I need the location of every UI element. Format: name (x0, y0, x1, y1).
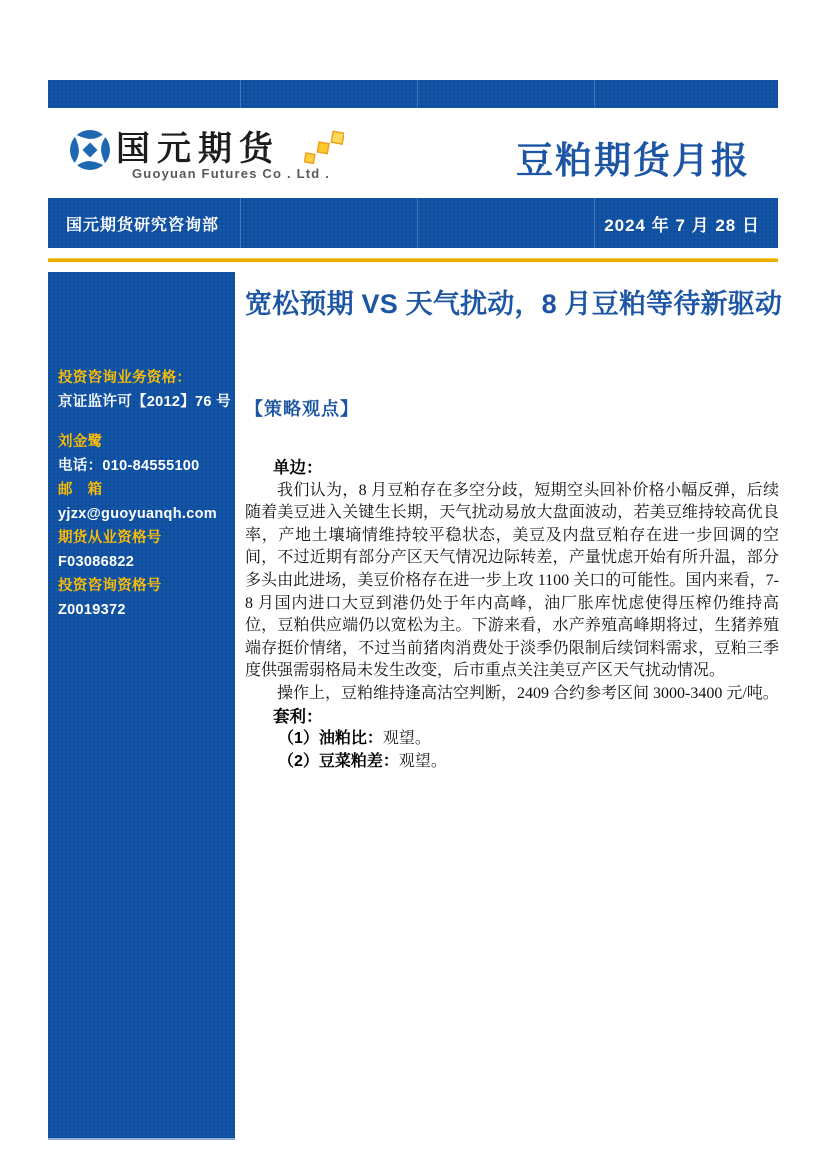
strategy-paragraph-1: 我们认为，8 月豆粕存在多空分歧，短期空头回补价格小幅反弹，后续随着美豆进入关键生长期，天气扰动易放大盘面波动，若美豆维持较高优良率，产地土壤墒情维持较平稳状态，美豆及内盘豆粕存在进一步回调的空间，不过近期有部分产区天气情况边际转差，产量忧虑开始有所升温，部分多头由此进场，美豆价格存在进一步上攻 1100 关口的可能性。国内来看，7-8 月国内进口大豆到港仍处于年内高峰，油厂胀库忧虑使得压榨仍维持高位，豆粕供应端仍以宽松为主。下游来看，水产养殖高峰期将过，生猪养殖端存挺价情绪，不过当前猪肉消费处于淡季仍限制后续饲料需求，豆粕三季度供强需弱格局未发生改变，后市重点关注美豆产区天气扰动情况。 (245, 481, 779, 680)
report-type-title: 豆粕期货月报 (516, 140, 750, 181)
unilateral-label: 单边： (273, 459, 323, 477)
report-body (245, 272, 783, 773)
arbitrage-item-label: （2）豆菜粕差： (278, 752, 399, 770)
arbitrage-item-value: 观望。 (382, 730, 431, 748)
bar-divider (417, 198, 418, 248)
consulting-license-heading: 投资咨询资格号 (58, 578, 162, 594)
analyst-email: yjzx@guoyuanqh.com (58, 506, 217, 522)
futures-license-heading: 期货从业资格号 (58, 530, 162, 546)
email-heading: 邮 箱 (58, 482, 103, 498)
gold-diamonds-icon (304, 128, 344, 170)
futures-license-number: F03086822 (58, 554, 135, 570)
arbitrage-item-soy-rape-spread (245, 751, 779, 774)
bar-divider (240, 198, 241, 248)
strategy-paragraph-2: 操作上，豆粕维持逢高沽空判断，2409 合约参考区间 3000-3400 元/吨。 (277, 684, 779, 702)
strategy-content (245, 457, 779, 773)
gold-divider-line (48, 258, 778, 262)
arbitrage-item-label: （1）油粕比： (278, 730, 383, 748)
strategy-section-header: 【策略观点】 (245, 399, 359, 419)
article-title: 宽松预期 VS 天气扰动，8 月豆粕等待新驱动 (245, 289, 783, 319)
bar-divider (594, 198, 595, 248)
arbitrage-label: 套利： (273, 707, 323, 726)
qualification-heading: 投资咨询业务资格： (58, 370, 192, 386)
analyst-phone: 电话：010-84555100 (58, 458, 200, 474)
arbitrage-item-value: 观望。 (398, 752, 447, 770)
bar-divider (594, 80, 595, 108)
department-date-bar (48, 198, 778, 248)
top-blue-bar (48, 80, 778, 108)
analyst-sidebar (48, 272, 235, 1140)
brand-name-en: Guoyuan Futures Co . Ltd . (132, 166, 331, 181)
qualification-license: 京证监许可【2012】76 号 (58, 394, 231, 410)
consulting-license-number: Z0019372 (58, 602, 126, 618)
bar-divider (240, 80, 241, 108)
sidebar-spacer (58, 416, 227, 432)
report-date: 2024 年 7 月 28 日 (604, 215, 760, 235)
arbitrage-item-oil-meal-ratio (245, 728, 779, 751)
department-name: 国元期货研究咨询部 (66, 216, 220, 234)
brand-name-cn: 国元期货 (116, 130, 280, 168)
analyst-name: 刘金鹭 (58, 434, 103, 450)
guoyuan-logo-icon (64, 124, 116, 176)
bar-divider (417, 80, 418, 108)
